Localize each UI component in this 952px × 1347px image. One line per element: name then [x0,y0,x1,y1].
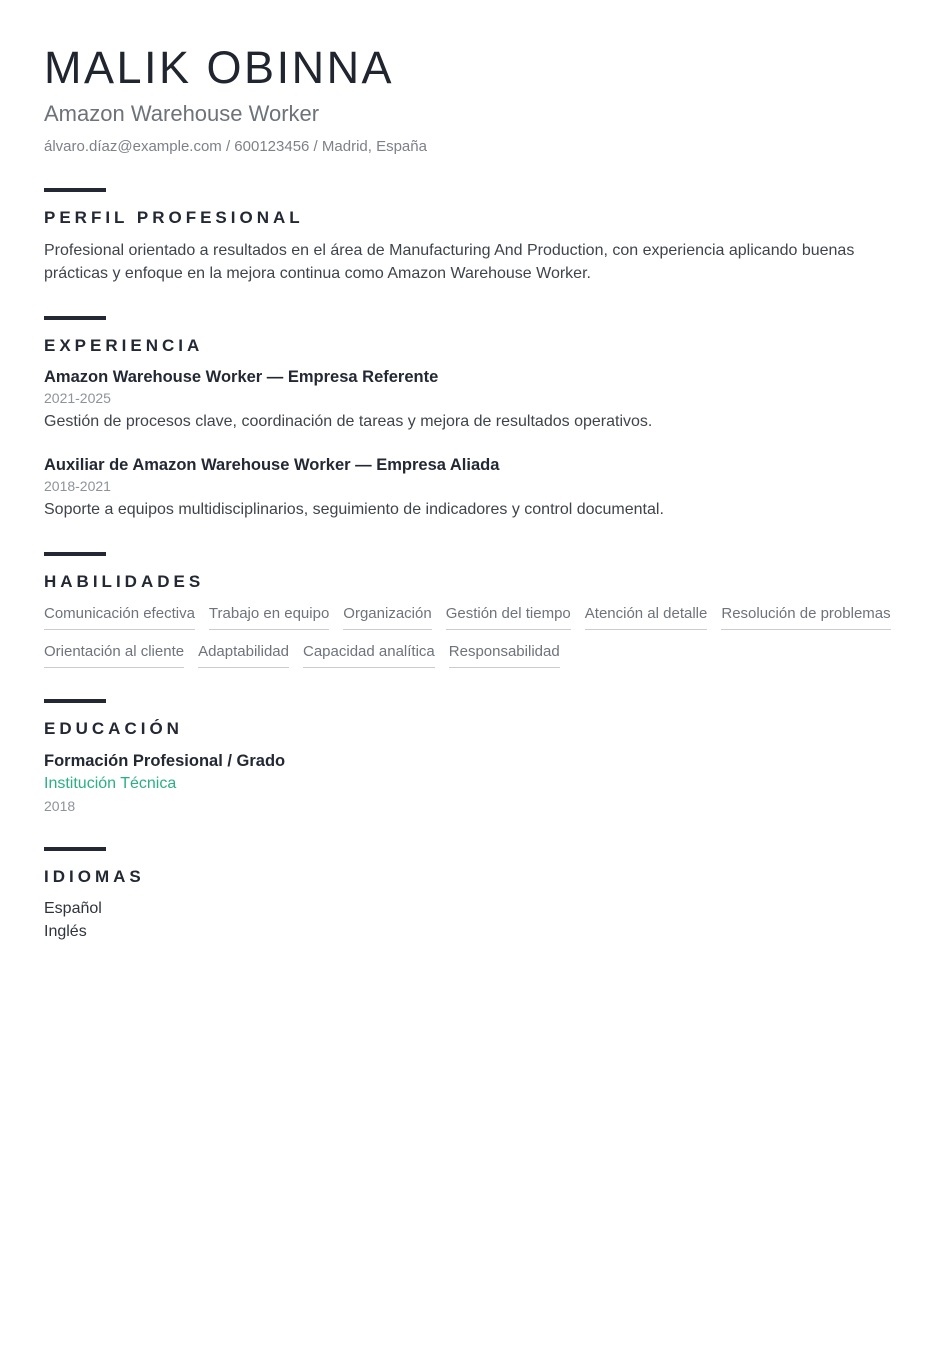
job-dates: 2021-2025 [44,389,111,406]
skill-tag: Atención al detalle [585,605,708,630]
skill-tag: Capacidad analítica [303,643,435,668]
candidate-title: Amazon Warehouse Worker [44,100,320,126]
skills-heading: HABILIDADES [44,571,205,591]
skill-tag: Comunicación efectiva [44,605,195,630]
skill-tag: Adaptabilidad [198,643,289,668]
profile-heading: PERFIL PROFESIONAL [44,207,304,227]
experience-entry [44,367,908,433]
section-divider-bar [44,699,106,703]
job-dates: 2018-2021 [44,477,111,494]
job-description: Gestión de procesos clave, coordinación de tareas y mejora de resultados operativos. [44,413,653,431]
section-education [44,699,908,816]
job-title: Auxiliar de Amazon Warehouse Worker — Empresa Aliada [44,456,500,475]
skills-list [44,605,908,668]
resume-header [44,44,908,157]
section-divider-bar [44,847,106,851]
experience-entry [44,455,908,521]
language-item: Español [44,899,102,917]
section-experience [44,316,908,520]
languages-list [44,897,908,943]
section-skills [44,552,908,668]
skill-tag: Gestión del tiempo [446,605,571,630]
skill-tag: Orientación al cliente [44,643,184,668]
section-divider-bar [44,188,106,192]
section-profile [44,188,908,286]
skill-tag: Organización [343,605,431,630]
education-year: 2018 [44,798,76,815]
candidate-name: MALIK OBINNA [44,42,395,93]
languages-heading: IDIOMAS [44,866,145,886]
skill-tag: Resolución de problemas [721,605,890,630]
section-divider-bar [44,316,106,320]
education-degree: Formación Profesional / Grado [44,751,286,770]
education-heading: EDUCACIÓN [44,718,183,738]
contact-info: álvaro.díaz@example.com / 600123456 / Madrid, España [44,138,427,156]
experience-heading: EXPERIENCIA [44,336,204,356]
language-item: Inglés [44,923,87,941]
profile-text: Profesional orientado a resultados en el área de Manufacturing And Production, con experiencia aplicando buenas prácticas y enfoque en la mejora continua como Amazon Warehouse Worker. [44,241,855,282]
education-institution: Institución Técnica [44,775,177,793]
skill-tag: Trabajo en equipo [209,605,329,630]
job-description: Soporte a equipos multidisciplinarios, seguimiento de indicadores y control documental. [44,501,664,519]
skill-tag: Responsabilidad [449,643,560,668]
job-title: Amazon Warehouse Worker — Empresa Referente [44,368,439,387]
section-languages [44,847,908,943]
section-divider-bar [44,552,106,556]
